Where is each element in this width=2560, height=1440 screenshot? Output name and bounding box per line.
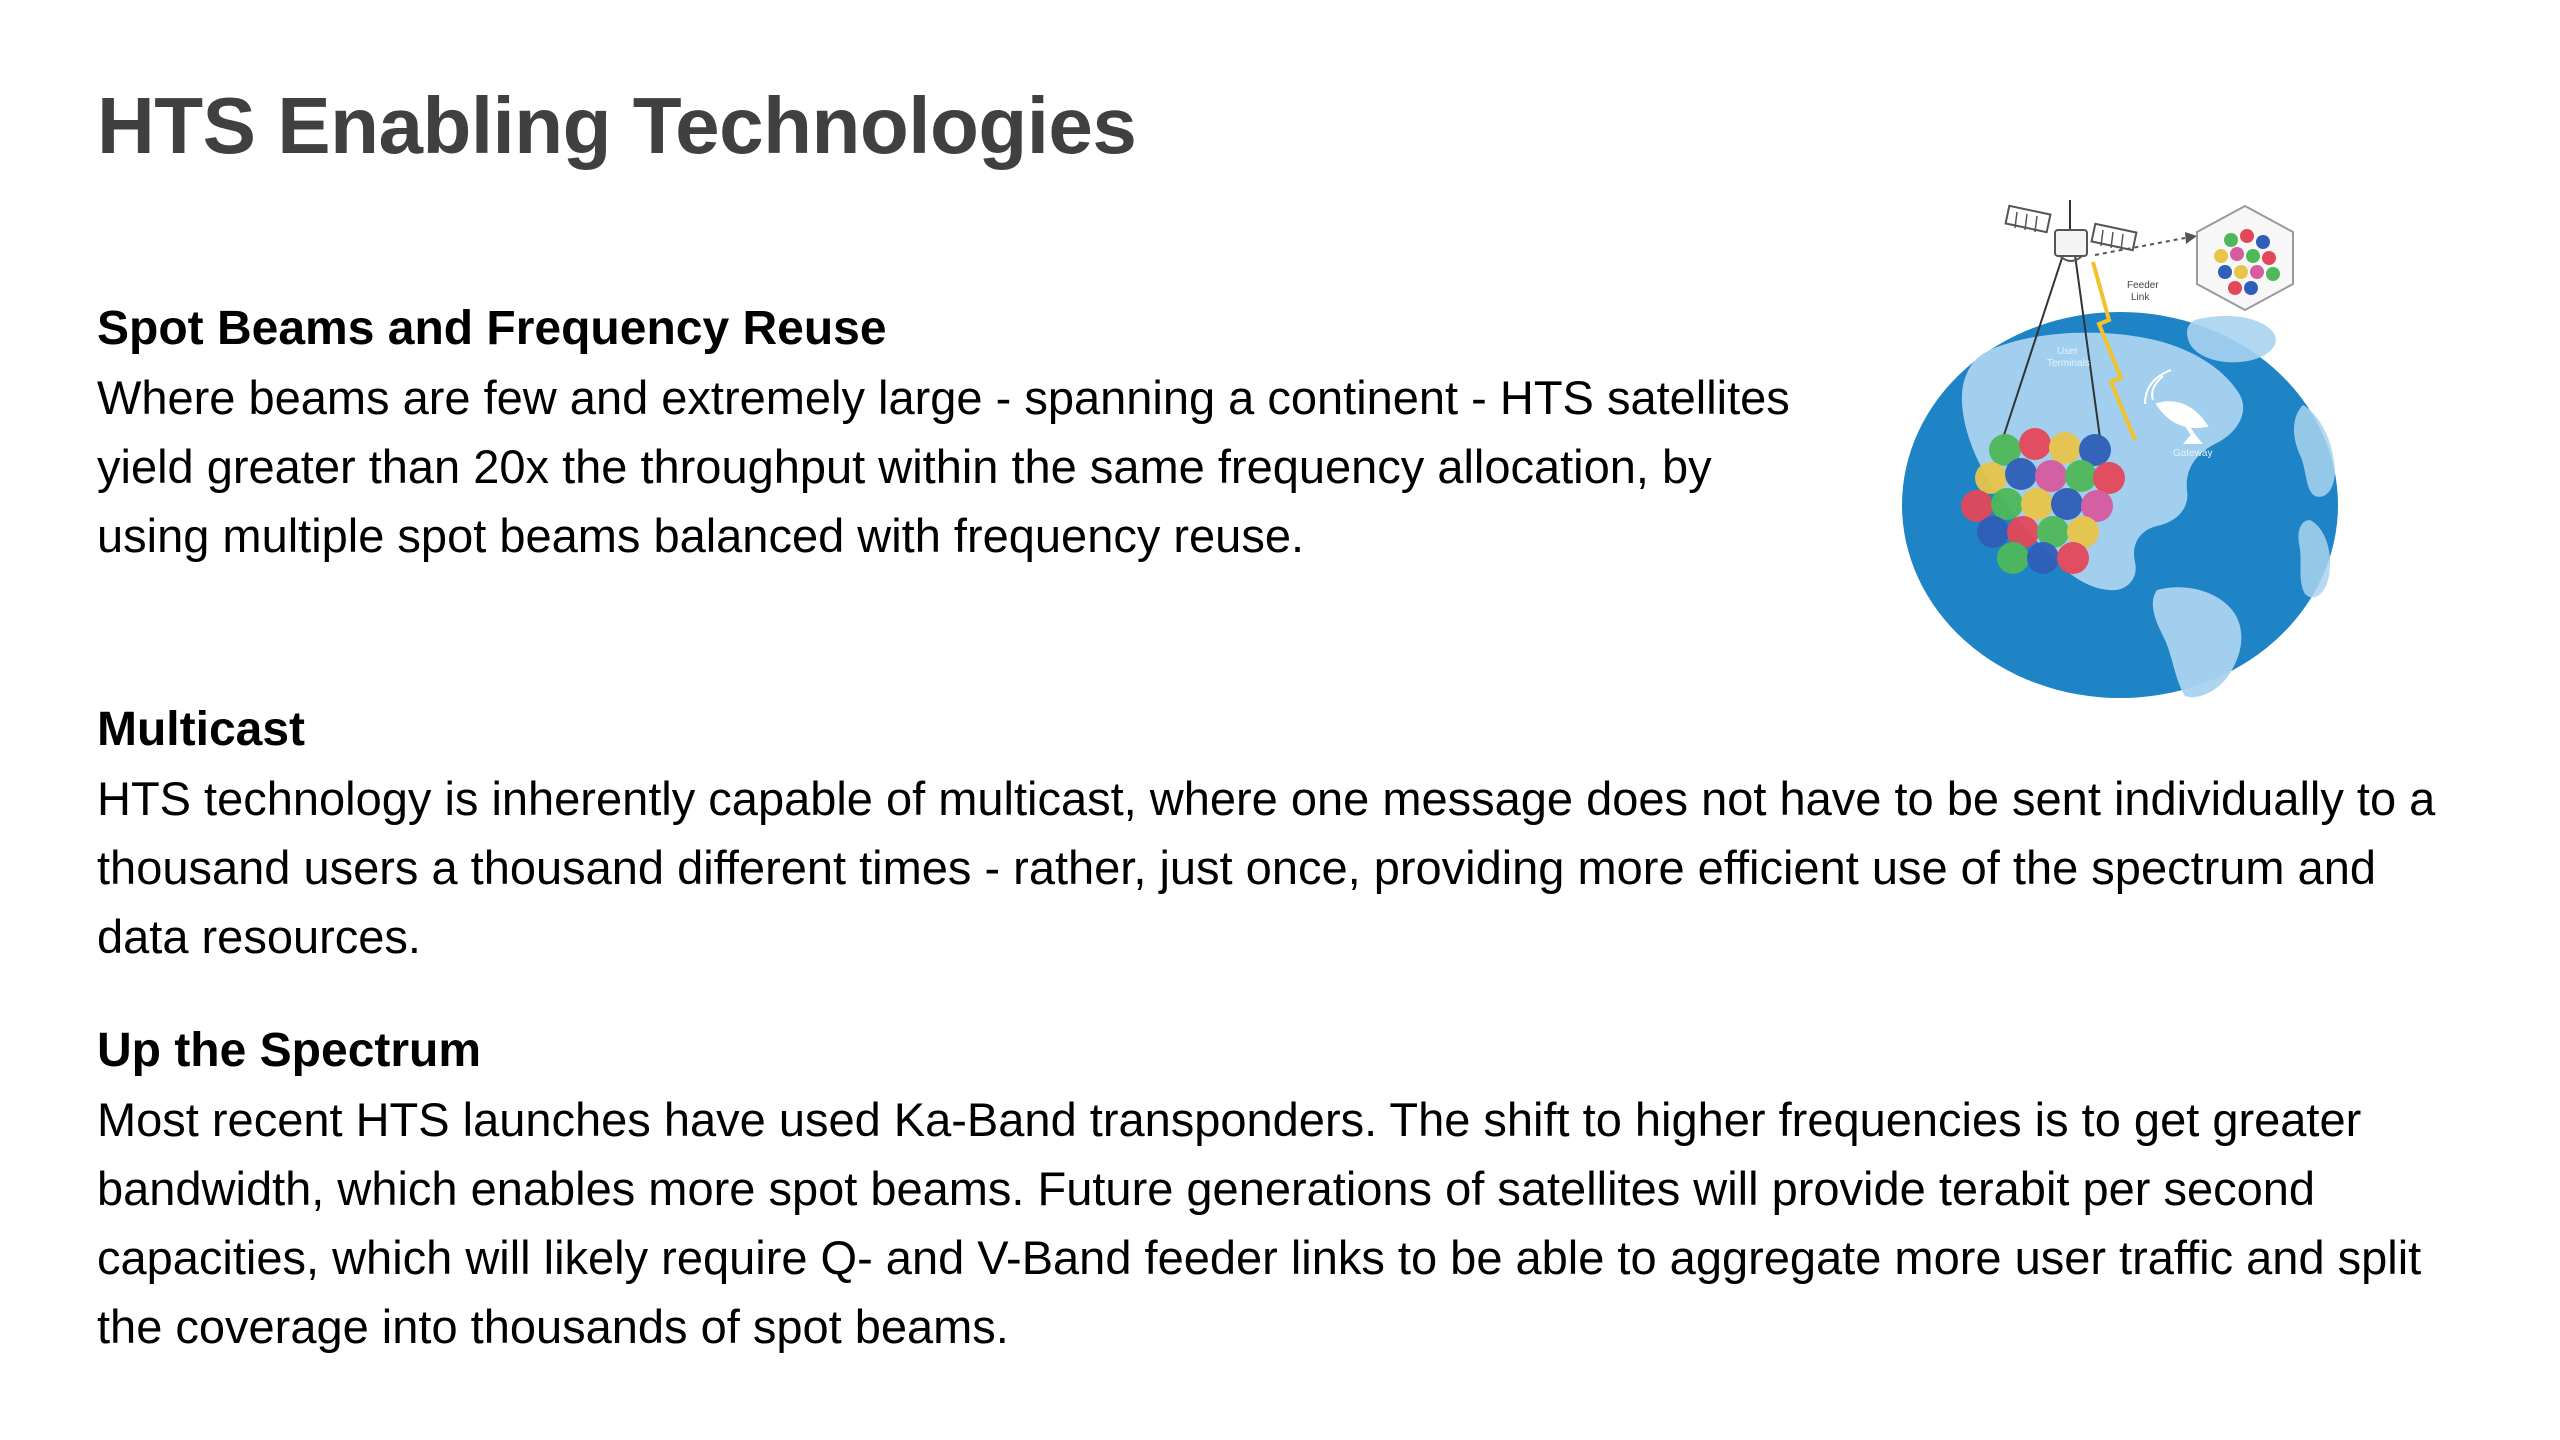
section-body: Where beams are few and extremely large - spanning a continent - HTS satellites yield greater than 20x the throughput within the same frequency allocation, by using multiple spot beams balanced with frequency reuse. [97, 371, 1790, 562]
gateway-label: Gateway [2173, 448, 2213, 459]
hts-illustration [1895, 200, 2365, 705]
section-heading: Multicast [97, 703, 306, 756]
feeder-link-label-line2: Link [2131, 292, 2150, 303]
hts-diagram-svg [1895, 200, 2365, 705]
user-terminals-label-line1: User [2057, 346, 2079, 357]
section-up-the-spectrum [97, 1017, 2497, 1361]
user-terminals-label-line2: Terminals [2047, 358, 2090, 369]
section-body: HTS technology is inherently capable of multicast, where one message does not have to be sent individually to a thousand users a thousand different times - rather, just once, providing more efficient use of the spectrum and data resources. [97, 772, 2436, 963]
slide-title: HTS Enabling Technologies [97, 81, 1137, 170]
section-multicast [97, 696, 2457, 971]
feeder-link-label-line1: Feeder [2127, 280, 2159, 291]
section-heading: Up the Spectrum [97, 1024, 482, 1077]
beam-pattern-hexagon [2197, 206, 2293, 310]
section-spot-beams [97, 295, 1797, 570]
section-body: Most recent HTS launches have used Ka-Band transponders. The shift to higher frequencies is to get greater bandwidth, which enables more spot beams. Future generations of satellites will provide terabit per second capacities, which will likely require Q- and V-Band feeder links to be able to aggregate more user traffic and split the coverage into thousands of spot beams. [97, 1093, 2422, 1353]
section-heading: Spot Beams and Frequency Reuse [97, 302, 887, 355]
